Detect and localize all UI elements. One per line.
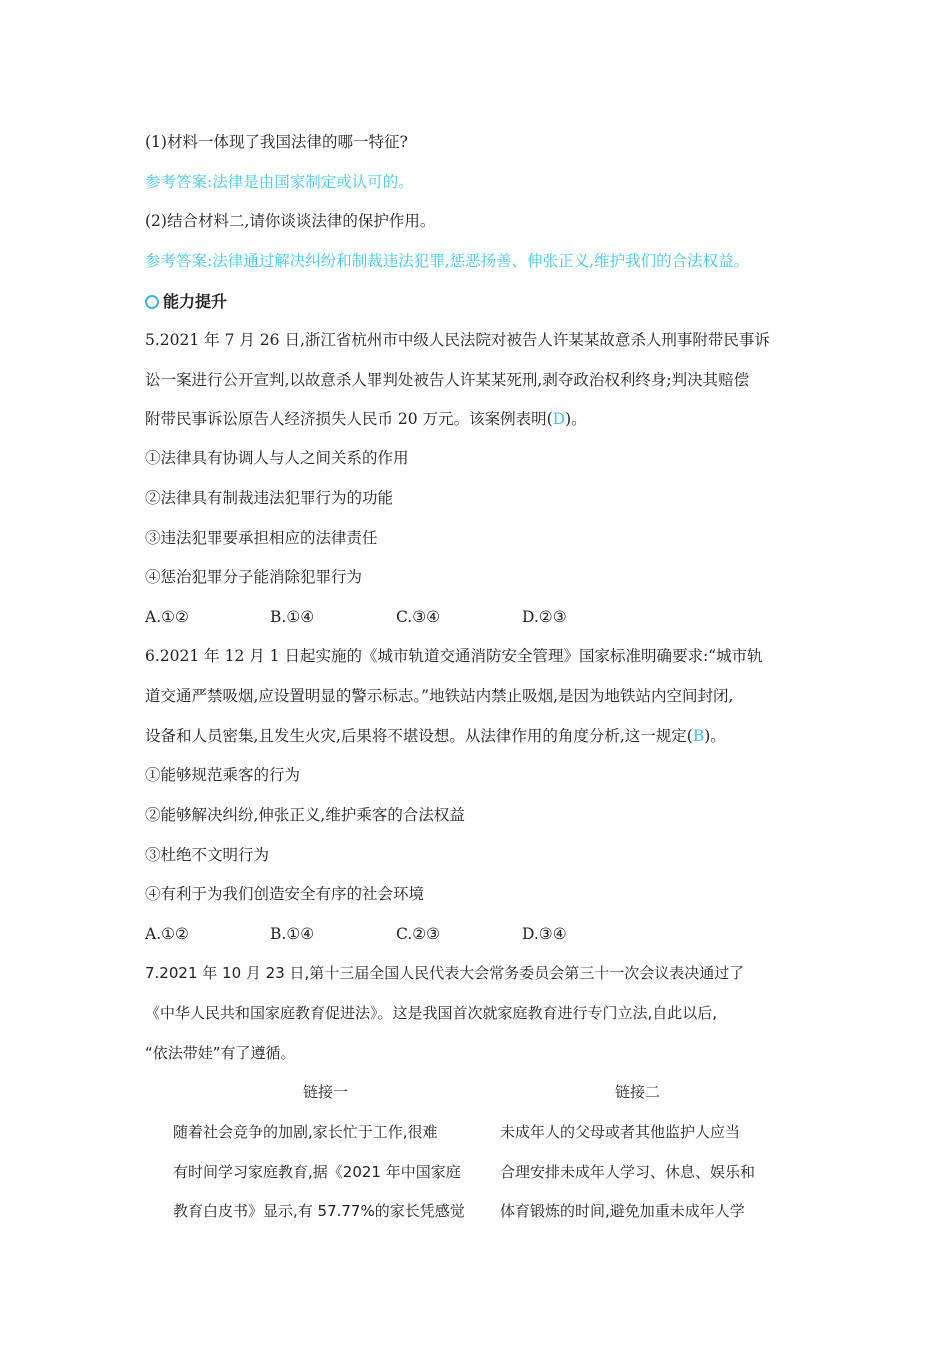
- q6-line2: 道交通严禁吸烟,应设置明显的警示标志。”地铁站内禁止吸烟,是因为地铁站内空间封闭,: [145, 687, 734, 705]
- q6-option-c: C.②③: [396, 925, 441, 943]
- q5-option-d: D.②③: [522, 608, 567, 626]
- q6-item-2: ②能够解决纠纷,伸张正义,维护乘客的合法权益: [145, 806, 465, 824]
- q6-option-a: A.①②: [145, 925, 189, 943]
- q5-line3: [145, 409, 587, 429]
- q6-item-3: ③杜绝不文明行为: [145, 846, 270, 864]
- q5-option-b: B.①④: [270, 608, 315, 626]
- link2-title: 链接二: [615, 1083, 661, 1101]
- question-sub2: (2)结合材料二,请你谈谈法律的保护作用。: [145, 212, 436, 230]
- q5-item-1: ①法律具有协调人与人之间关系的作用: [145, 449, 409, 467]
- q6-line3-text: 设备和人员密集,且发生火灾,后果将不堪设想。从法律作用的角度分析,这一规定(: [145, 727, 693, 745]
- answer-sub1: 参考答案:法律是由国家制定或认可的。: [145, 173, 414, 191]
- circle-icon: [145, 295, 159, 309]
- q5-line1: 5.2021 年 7 月 26 日,浙江省杭州市中级人民法院对被告人许某某故意杀人刑事附带民事诉: [145, 331, 770, 349]
- q6-option-d: D.③④: [522, 925, 567, 943]
- link1-line-3: 教育白皮书》显示,有 57.77%的家长凭感觉: [173, 1202, 465, 1220]
- q5-line3-text: 附带民事诉讼原告人经济损失人民币 20 万元。该案例表明(: [145, 410, 553, 428]
- q7-line2: 《中华人民共和国家庭教育促进法》。这是我国首次就家庭教育进行专门立法,自此以后,: [145, 1004, 718, 1022]
- q6-line3: [145, 726, 726, 746]
- q7-line3: “依法带娃”有了遵循。: [145, 1044, 296, 1062]
- q5-item-4: ④惩治犯罪分子能消除犯罪行为: [145, 568, 363, 586]
- q6-line1: 6.2021 年 12 月 1 日起实施的《城市轨道交通消防安全管理》国家标准明确要求:“城市轨: [145, 647, 763, 665]
- q6-item-4: ④有利于为我们创造安全有序的社会环境: [145, 885, 425, 903]
- link2-line-3: 体育锻炼的时间,避免加重未成年人学: [500, 1202, 745, 1220]
- link1-title: 链接一: [303, 1083, 349, 1101]
- q5-item-2: ②法律具有制裁违法犯罪行为的功能: [145, 489, 394, 507]
- q6-item-1: ①能够规范乘客的行为: [145, 766, 301, 784]
- q5-option-a: A.①②: [145, 608, 189, 626]
- q6-answer: B: [692, 727, 705, 745]
- question-sub1: (1)材料一体现了我国法律的哪一特征?: [145, 133, 408, 151]
- q5-answer: D: [552, 410, 566, 428]
- link2-line-2: 合理安排未成年人学习、休息、娱乐和: [500, 1163, 756, 1181]
- answer-sub2: 参考答案:法律通过解决纠纷和制裁违法犯罪,惩恶扬善、伸张正义,维护我们的合法权益。: [145, 252, 750, 270]
- section-heading: [145, 292, 227, 312]
- link1-line-2: 有时间学习家庭教育,据《2021 年中国家庭: [173, 1163, 461, 1181]
- q6-line3-end: )。: [704, 727, 726, 745]
- section-title: 能力提升: [163, 292, 228, 311]
- q6-option-b: B.①④: [270, 925, 315, 943]
- q5-item-3: ③违法犯罪要承担相应的法律责任: [145, 529, 378, 547]
- link2-line-1: 未成年人的父母或者其他监护人应当: [500, 1123, 741, 1141]
- link1-line-1: 随着社会竞争的加剧,家长忙于工作,很难: [173, 1123, 438, 1141]
- q5-option-c: C.③④: [396, 608, 441, 626]
- q5-line2: 讼一案进行公开宣判,以故意杀人罪判处被告人许某某死刑,剥夺政治权利终身;判决其赔偿: [145, 371, 750, 389]
- q7-line1: 7.2021 年 10 月 23 日,第十三届全国人民代表大会常务委员会第三十一次会议表决通过了: [145, 964, 745, 982]
- q5-line3-end: )。: [565, 410, 587, 428]
